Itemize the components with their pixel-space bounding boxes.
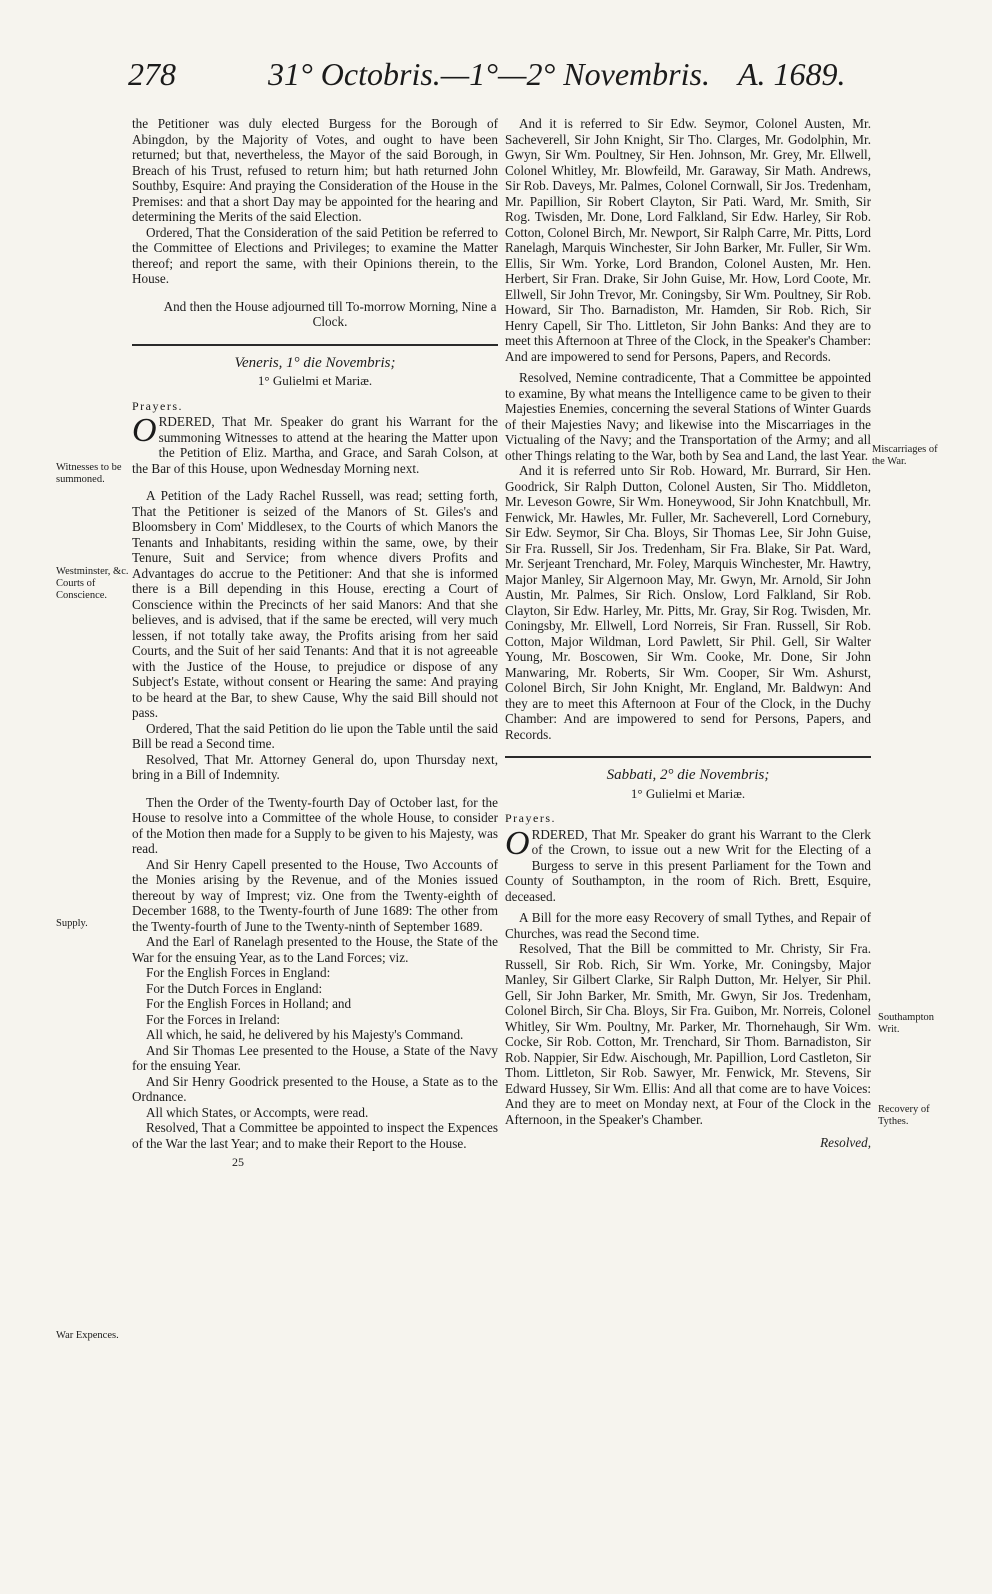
regnal-year: 1° Gulielmi et Mariæ. — [257, 373, 373, 388]
page-number: 278 — [128, 56, 176, 92]
day-heading: Sabbati, 2° die Novembris; — [606, 767, 770, 783]
margin-note-miscarriages: Miscarriages of the War. — [872, 444, 938, 467]
margin-note-war-expences: War Expences. — [56, 1330, 119, 1341]
paragraph: And Sir Henry Capell presented to the House, Two Accounts of the Monies arising by the Revenue, and of the Monies issued thereout by way of Imprest; viz. One from the Twenty-eighth of December 1688, to the Twenty-fourth of June 1689: The other from the Twenty-fourth of June to the Twenty-ninth of September 1689. — [132, 856, 498, 934]
paragraph-text: RDERED, That Mr. Speaker do grant his Warrant for the summoning Witnesses to attend at the hearing the Matter upon the Petition of Eliz. Martha, and Grace, and Sarah Colson, at the Bar of this House, upon Wednesday Morning next. — [132, 414, 498, 476]
section-divider — [505, 756, 871, 758]
paragraph: All which States, or Accompts, were read. — [146, 1104, 369, 1120]
list-item: For the English Forces in Holland; and — [146, 996, 352, 1011]
paragraph: Ordered, That the Consideration of the said Petition be referred to the Committee of Elections and Privileges; to examine the Matter thereof; and report the same, with their Opinions therein, to the House. — [132, 224, 498, 286]
paragraph: Resolved, That Mr. Attorney General do, upon Thursday next, bring in a Bill of Indemnity. — [132, 751, 498, 782]
running-title: 31° Octobris.—1°—2° Novembris. — [268, 56, 710, 92]
margin-note-courts-of-conscience: Westminster, &c. Courts of Conscience. — [56, 566, 129, 601]
prayers-heading: Prayers. — [132, 398, 183, 413]
margin-note-supply: Supply. — [56, 918, 88, 929]
margin-note-witnesses: Witnesses to be summoned. — [56, 462, 122, 485]
header-year: A. 1689. — [738, 56, 846, 92]
paragraph — [132, 414, 498, 476]
margin-note-southampton-writ: Southampton Writ. — [878, 1012, 935, 1035]
section-divider — [132, 344, 498, 346]
paragraph: And the Earl of Ranelagh presented to the House, the State of the War for the ensuing Year, as to the Land Forces; viz. — [132, 934, 498, 965]
prayers-heading: Prayers. — [505, 811, 556, 825]
drop-cap: O — [505, 824, 530, 862]
page-header — [0, 56, 992, 106]
paragraph: Resolved, That a Committee be appointed to inspect the Expences of the War the last Year; and to make their Report to the House. — [132, 1120, 498, 1151]
paragraph: And Sir Henry Goodrick presented to the House, a State as to the Ordnance. — [132, 1073, 498, 1104]
regnal-year: 1° Gulielmi et Mariæ. — [630, 785, 746, 801]
signature-mark: 25 — [232, 1155, 244, 1169]
paragraph: Resolved, That the Bill be committed to Mr. Christy, Sir Fra. Russell, Sir Rob. Rich, Sir Wm. Yorke, Mr. Coningsby, Major Manley, Sir Gilbert Clarke, Sir Ralph Dutton, Mr. Helyer, Sir Phil. Gell, Sir John Barker, Mr. Smith, Mr. Gwyn, Sir Jos. Tredenham, Colonel Birch, Sir Cha. Bloys, Sir Fra. Guibon, Mr. Norreis, Colonel Whitley, Sir Wm. Poultny, Mr. Parker, Mr. Thornehaugh, Sir Wm. Cocke, Sir Rob. Cotton, Mr. Trenchard, Sir Thom. Barnadiston, Sir Rob. Nappier, Sir Edw. Aischough, Mr. Papillion, Lord Castleton, Sir Thom. Littleton, Sir Rob. Sawyer, Mr. Fenwick, Mr. Stevens, Sir Edward Hussey, Sir Wm. Ellis: And all that come are to have Voices: And they are to meet on Monday next, at Four of the Clock in the Afternoon, in the Speaker's Chamber. — [505, 941, 871, 1127]
paragraph: A Petition of the Lady Rachel Russell, was read; setting forth, That the Petitioner is seized of the Manors of St. Giles's and Bloomsbery in Com' Middlesex, to the Courts of which Manors the Tenants and Inhabitants, residing within the same, owe, by their Tenure, Suit and Service; from whence divers Profits and Advantages do accrue to the Petitioner: And that she is informed there is a Bill depending in this House, erecting a Court of Conscience within the Precincts of her said Manors: And that she believes, and is advised, that if the same be erected, will very much lessen, if not totally take away, the Profits arising from her said Courts, and the Suit of her said Tenants: And that it is not agreeable with the Justice of the House, to prejudice or dispose of any Subject's Estate, without consent or Hearing the same: And praying to be heard at the Bar, to shew Cause, Why the said Bill should not pass. — [132, 488, 498, 720]
drop-cap: O — [132, 412, 157, 449]
paragraph: And Sir Thomas Lee presented to the House, a State of the Navy for the ensuing Year. — [132, 1042, 498, 1073]
paragraph: Then the Order of the Twenty-fourth Day of October last, for the House to resolve into a Committee of the whole House, to consider of the Motion then made for a Supply to be given to his Majesty, was read. — [132, 794, 498, 856]
paragraph: A Bill for the more easy Recovery of small Tythes, and Repair of Churches, was read the Second time. — [505, 910, 871, 941]
paragraph — [505, 824, 871, 905]
paragraph: All which, he said, he delivered by his Majesty's Command. — [146, 1027, 464, 1042]
right-column — [505, 116, 871, 1151]
paragraph: And it is referred unto Sir Rob. Howard, Mr. Burrard, Sir Hen. Goodrick, Sir Ralph Dutton, Colonel Austen, Sir Tho. Middleton, Mr. Leveson Gowre, Sir Wm. Honeywood, Sir John Knatchbull, Mr. Fenwick, Mr. Hawles, Mr. Fuller, Mr. Sacheverell, Lord Cornebury, Sir Edw. Seymor, Sir Cha. Bloys, Sir Thomas Lee, Sir John Guise, Sir Fra. Russell, Sir Jos. Tredenham, Sir Fra. Blake, Sir Pat. Ward, Mr. Serjeant Trenchard, Mr. Foley, Marquis Winchester, Mr. Hawtry, Major Manley, Sir Algernoon May, Mr. Gwyn, Mr. Arnold, Sir John Austin, Mr. Palmes, Sir Rich. Onslow, Lord Falkland, Sir Rob. Clayton, Sir Edw. Harley, Mr. Pitts, Mr. Gray, Sir Rog. Twisden, Mr. Coningsby, Mr. Ellwell, Lord Norreis, Sir Fran. Russell, Sir Rob. Cotton, Major Wildman, Lord Pawlett, Sir Phil. Gell, Sir Walter Young, Mr. Boscowen, Sir Wm. Cooke, Mr. Done, Sir John Manwaring, Mr. Roberts, Sir Wm. Cooper, Sir Wm. Ashurst, Colonel Birch, Sir John Knight, Mr. England, Mr. Baldwyn: And they are to meet this Afternoon at Four of the Clock, in the Duchy Chamber: And are impowered to send for Persons, Papers, and Records. — [505, 463, 871, 742]
margin-note-recovery-of-tythes: Recovery of Tythes. — [878, 1104, 930, 1127]
adjournment: And then the House adjourned till To-morrow Morning, Nine a Clock. — [163, 298, 497, 329]
paragraph: the Petitioner was duly elected Burgess for the Borough of Abingdon, by the Majority of Votes, and ought to have been returned; but that, nevertheless, the Mayor of the said Borough, in Breach of his Trust, refused to return him; but hath returned John Southby, Esquire: And praying the Consideration of the House in the Premises: and that a short Day may be appointed for the hearing and determining the Merits of the said Election. — [132, 116, 498, 224]
list-item: For the English Forces in England: — [146, 965, 331, 980]
day-heading: Veneris, 1° die Novembris; — [234, 354, 396, 371]
list-item: For the Forces in Ireland: — [146, 1011, 281, 1027]
paragraph: Resolved, Nemine contradicente, That a Committee be appointed to examine, By what means the Intelligence came to be given to their Majesties Enemies, concerning the several Stations of Winter Guards of their Majesties Navy; and likewise into the Miscarriages in the Victualing of the Navy; and the Transportation of the Army; and all other Things relating to the War, both by Sea and Land, the last Year. — [505, 370, 871, 463]
paragraph: Ordered, That the said Petition do lie upon the Table until the said Bill be read a Second time. — [132, 720, 498, 751]
paragraph-text: RDERED, That Mr. Speaker do grant his Warrant to the Clerk of the Crown, to issue out a new Writ for the Electing of a Burgess to serve in this present Parliament for the Town and County of Southampton, in the room of Rich. Brett, Esquire, deceased. — [505, 826, 871, 904]
list-item: For the Dutch Forces in England: — [146, 980, 323, 996]
left-column — [132, 116, 498, 1171]
catchword: Resolved, — [820, 1135, 871, 1150]
paragraph: And it is referred to Sir Edw. Seymor, Colonel Austen, Mr. Sacheverell, Sir John Knight, Sir Tho. Clarges, Mr. Godolphin, Mr. Gwyn, Sir Wm. Poultney, Sir Hen. Johnson, Mr. Grey, Mr. Ellwell, Colonel Whitley, Mr. Blowfeild, Mr. Garaway, Sir Math. Andrews, Sir Rob. Daveys, Mr. Palmes, Colonel Cornwall, Sir Jos. Tredenham, Mr. Papillion, Sir Robert Clayton, Sir Pati. Ward, Mr. Smith, Sir Rog. Twisden, Mr. Done, Lord Falkland, Sir Edw. Harley, Sir Rob. Cotton, Colonel Birch, Mr. Newport, Sir Ralph Carre, Mr. Pitts, Lord Ranelagh, Marquis Winchester, Sir John Barker, Mr. Fuller, Sir Wm. Ellis, Sir Wm. Yorke, Lord Brandon, Colonel Austen, Mr. Hen. Herbert, Sir Fran. Drake, Sir John Guise, Mr. How, Lord Coote, Mr. Ellwell, Sir John Trevor, Mr. Coningsby, Sir Wm. Poultney, Sir Rob. Howard, Sir Tho. Barnadiston, Mr. Hamden, Sir Rob. Rich, Sir Henry Capell, Sir Tho. Littleton, Sir John Banks: And they are to meet this Afternoon at Three of the Clock, in the Speaker's Chamber: And are impowered to send for Persons, Papers, and Records. — [505, 116, 871, 364]
